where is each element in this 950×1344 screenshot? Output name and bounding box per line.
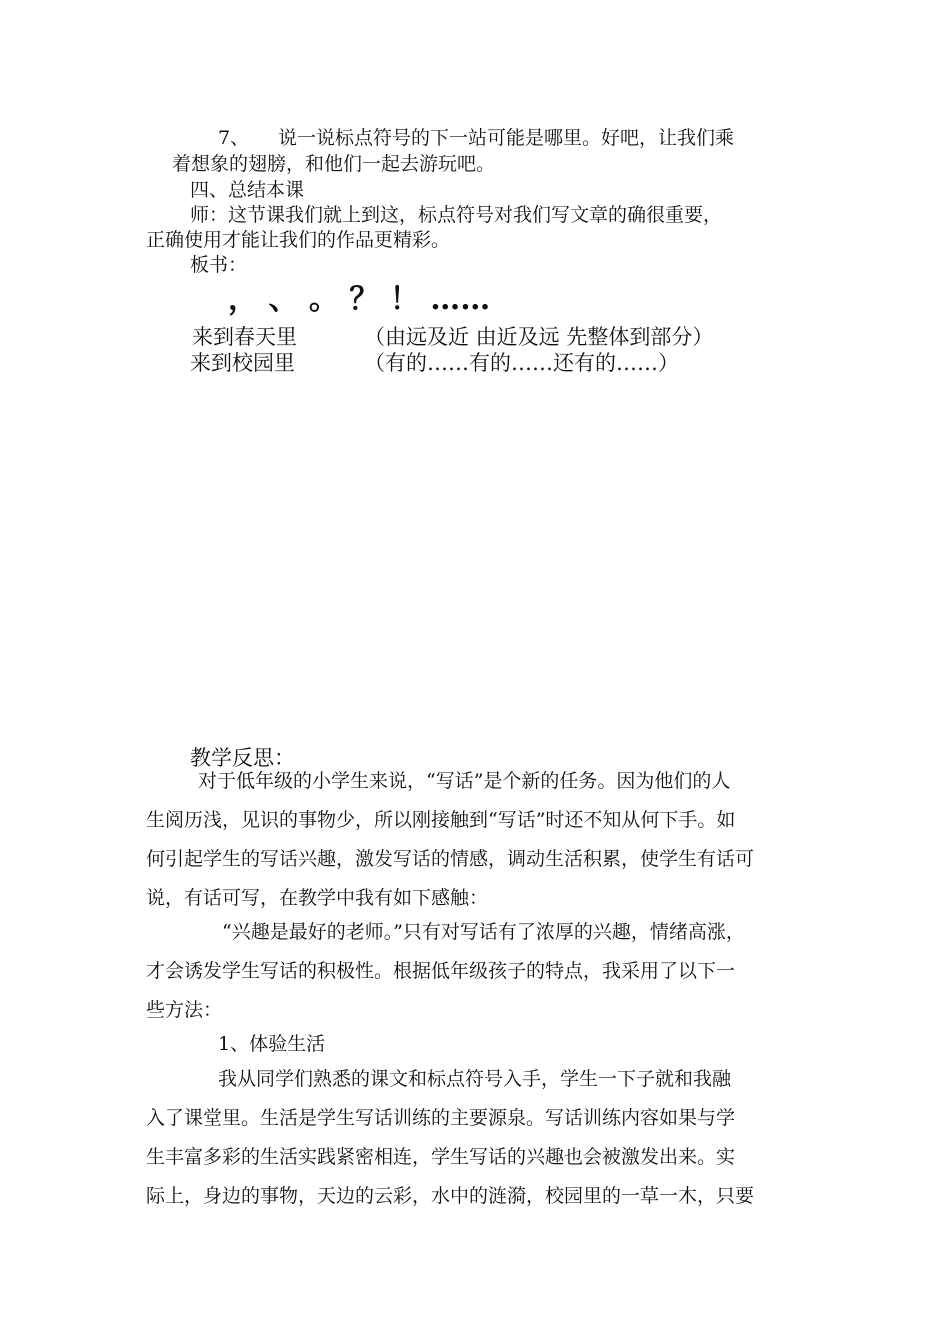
reflection-point-1: 1、体验生活 — [218, 1033, 326, 1055]
teacher-line-2: 正确使用才能让我们的作品更精彩。 — [146, 229, 451, 251]
board-label: 板书： — [190, 254, 248, 276]
item7-line-2: 着想象的翅膀，和他们一起去游玩吧。 — [172, 153, 496, 175]
reflection-title: 教学反思： — [190, 746, 295, 770]
reflection-p3-line2: 入了课堂里。生活是学生写话训练的主要源泉。写话训练内容如果与学 — [146, 1107, 736, 1129]
board-row1-title: 来到春天里 — [192, 325, 297, 349]
reflection-p1-line3: 何引起学生的写话兴趣，激发写话的情感，调动生活积累，使学生有话可 — [146, 848, 755, 870]
board-row2-title: 来到校园里 — [190, 351, 295, 375]
reflection-p3-line1: 我从同学们熟悉的课文和标点符号入手，学生一下子就和我融 — [218, 1068, 732, 1090]
section-heading-4: 四、总结本课 — [190, 179, 305, 201]
item7-line-1: 说一说标点符号的下一站可能是哪里。好吧，让我们乘 — [278, 127, 735, 149]
reflection-p2-line1: “兴趣是最好的老师。”只有对写话有了浓厚的兴趣，情绪高涨， — [222, 921, 745, 943]
reflection-p2-line3: 些方法： — [146, 999, 223, 1021]
reflection-p1-line4: 说，有话可写，在教学中我有如下感触： — [146, 887, 489, 909]
reflection-p2-line2: 才会诱发学生写话的积极性。根据低年级孩子的特点，我采用了以下一 — [146, 960, 736, 982]
reflection-p1-line1: 对于低年级的小学生来说，“写话”是个新的任务。因为他们的人 — [198, 770, 731, 792]
board-row2-note: （有的……有的……还有的……） — [364, 351, 679, 375]
reflection-p1-line2: 生阅历浅，见识的事物少，所以刚接触到“写话”时还不知从何下手。如 — [146, 809, 736, 831]
teacher-line-1: 师：这节课我们就上到这，标点符号对我们写文章的确很重要， — [190, 204, 723, 226]
board-row1-note: （由远及近 由近及远 先整体到部分） — [364, 325, 714, 349]
reflection-p3-line3: 生丰富多彩的生活实践紧密相连，学生写话的兴趣也会被激发出来。实 — [146, 1146, 736, 1168]
item7-number: 7、 — [218, 127, 250, 149]
reflection-p3-line4: 际上，身边的事物，天边的云彩，水中的涟漪，校园里的一草一木，只要 — [146, 1185, 755, 1207]
board-punctuation: ， 、 。 ？ ！ …… — [228, 282, 491, 317]
